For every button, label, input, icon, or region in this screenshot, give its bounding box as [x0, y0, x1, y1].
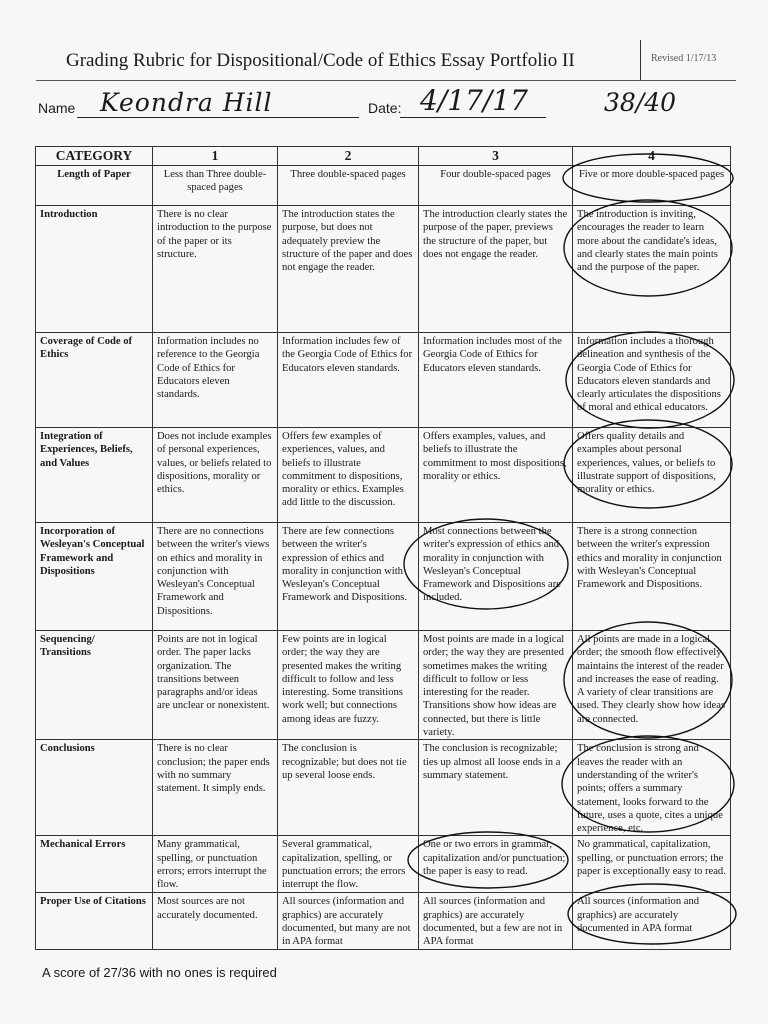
rubric-cell: The conclusion is recognizable; ties up almost all loose ends in a summary statement. — [419, 740, 573, 836]
rubric-cell: Many grammatical, spelling, or punctuation errors; errors interrupt the flow. — [153, 836, 278, 893]
header-score-1: 1 — [153, 147, 278, 166]
row-category: Coverage of Code of Ethics — [36, 333, 153, 428]
header-score-3: 3 — [419, 147, 573, 166]
row-category: Conclusions — [36, 740, 153, 836]
rubric-cell: Several grammatical, capitalization, spelling, or punctuation errors; the errors interrupt the flow. — [278, 836, 419, 893]
rubric-cell: There is no clear conclusion; the paper ends with no summary statement. It simply ends. — [153, 740, 278, 836]
rubric-cell: Offers examples, values, and beliefs to illustrate the commitment to most dispositions, morality or ethics. — [419, 428, 573, 523]
row-category: Introduction — [36, 206, 153, 333]
row-category: Integration of Experiences, Beliefs, and Values — [36, 428, 153, 523]
table-row — [36, 206, 731, 333]
name-line — [77, 117, 359, 118]
required-score-note: A score of 27/36 with no ones is required — [42, 965, 277, 980]
rubric-cell: Information includes no reference to the Georgia Code of Ethics for Educators eleven standards. — [153, 333, 278, 428]
table-row — [36, 333, 731, 428]
row-category: Mechanical Errors — [36, 836, 153, 893]
table-row — [36, 428, 731, 523]
table-row — [36, 893, 731, 950]
rubric-cell: The introduction states the purpose, but does not adequately preview the structure of the paper and does not engage the reader. — [278, 206, 419, 333]
rubric-cell: Does not include examples of personal experiences, values, or beliefs related to dispositions, morality or ethics. — [153, 428, 278, 523]
rubric-cell: One or two errors in grammar, capitalization and/or punctuation; the paper is easy to read. — [419, 836, 573, 893]
table-row — [36, 523, 731, 631]
rubric-cell: All sources (information and graphics) are accurately documented in APA format — [573, 893, 731, 950]
header-score-4: 4 — [573, 147, 731, 166]
date-line — [400, 117, 546, 118]
rubric-cell: The conclusion is recognizable; but does not tie up several loose ends. — [278, 740, 419, 836]
row-category: Incorporation of Wesleyan's Conceptual Framework and Dispositions — [36, 523, 153, 631]
rubric-cell: Offers few examples of experiences, values, and beliefs to illustrate commitment to dispositions, morality or ethics. Examples add little to the discussion. — [278, 428, 419, 523]
rubric-cell: Few points are in logical order; the way they are presented makes the writing difficult to follow and less interesting. Some transitions work well; but connections among ideas are fuzzy. — [278, 631, 419, 740]
header-row — [36, 147, 731, 166]
document-title: Grading Rubric for Dispositional/Code of Ethics Essay Portfolio II — [66, 50, 575, 71]
rubric-cell: Information includes few of the Georgia Code of Ethics for Educators eleven standards. — [278, 333, 419, 428]
rubric-cell: There are few connections between the writer's expression of ethics and morality in conjunction with Wesleyan's Conceptual Framework and Dispositions. — [278, 523, 419, 631]
rubric-cell: Information includes most of the Georgia Code of Ethics for Educators eleven standards. — [419, 333, 573, 428]
table-row — [36, 836, 731, 893]
date-label: Date: — [368, 100, 402, 116]
rubric-cell: Most connections between the writer's expression of ethics and morality in conjunction with Wesleyan's Conceptual Framework and Dispositions are included. — [419, 523, 573, 631]
rubric-cell: The introduction clearly states the purpose of the paper, previews the structure of the paper, but does not engage the reader. — [419, 206, 573, 333]
row-category: Length of Paper — [36, 166, 153, 206]
rubric-cell: All sources (information and graphics) are accurately documented, but many are not in APA format — [278, 893, 419, 950]
rubric-cell: Four double-spaced pages — [419, 166, 573, 206]
rubric-cell: The introduction is inviting, encourages the reader to learn more about the candidate's ideas, and clearly states the main points and the purpose of the paper. — [573, 206, 731, 333]
rubric-cell: Three double-spaced pages — [278, 166, 419, 206]
rubric-cell: All sources (information and graphics) are accurately documented, but a few are not in APA format — [419, 893, 573, 950]
header-score-2: 2 — [278, 147, 419, 166]
rubric-cell: No grammatical, capitalization, spelling, or punctuation errors; the paper is exceptionally easy to read. — [573, 836, 731, 893]
handwritten-date: 4/17/17 — [420, 84, 528, 117]
rubric-cell: Points are not in logical order. The paper lacks organization. The transitions between paragraphs and/or ideas are unclear or nonexistent. — [153, 631, 278, 740]
table-row — [36, 631, 731, 740]
table-row — [36, 740, 731, 836]
handwritten-name: Keondra Hill — [100, 88, 273, 117]
row-category: Proper Use of Citations — [36, 893, 153, 950]
rubric-cell: Most sources are not accurately documented. — [153, 893, 278, 950]
rubric-cell: Offers quality details and examples about personal experiences, values, or beliefs to illustrate support of dispositions, morality or ethics. — [573, 428, 731, 523]
revised-divider — [640, 40, 641, 80]
rubric-cell: The conclusion is strong and leaves the reader with an understanding of the writer's points; offers a summary statement, looks forward to the future, uses a quote, cites a unique experience, etc. — [573, 740, 731, 836]
rubric-cell: All points are made in a logical order; the smooth flow effectively maintains the interest of the reader and increases the ease of reading. A variety of clear transitions are used. They clearly show how ideas are connected. — [573, 631, 731, 740]
rubric-cell: Most points are made in a logical order; the way they are presented sometimes makes the writing difficult to follow or less interesting for the reader. Transitions show how ideas are connected, but there is little variety. — [419, 631, 573, 740]
rubric-cell: Five or more double-spaced pages — [573, 166, 731, 206]
handwritten-score: 38/40 — [604, 88, 677, 117]
rubric-cell: Less than Three double-spaced pages — [153, 166, 278, 206]
rubric-cell: Information includes a thorough delineation and synthesis of the Georgia Code of Ethics for Educators eleven standards and clearly articulates the dispositions of moral and ethical educators. — [573, 333, 731, 428]
table-row — [36, 166, 731, 206]
header-category: CATEGORY — [36, 147, 153, 166]
rubric-cell: There is no clear introduction to the purpose of the paper or its structure. — [153, 206, 278, 333]
rubric-cell: There are no connections between the writer's views on ethics and morality in conjunction with Wesleyan's Conceptual Framework and Dispositions. — [153, 523, 278, 631]
title-rule — [36, 80, 736, 81]
name-label: Name — [38, 100, 76, 116]
rubric-cell: There is a strong connection between the writer's expression ethics and morality in conjunction with Wesleyan's Conceptual Framework and Dispositions. — [573, 523, 731, 631]
rubric-table — [35, 146, 731, 950]
row-category: Sequencing/ Transitions — [36, 631, 153, 740]
revised-date: Revised 1/17/13 — [651, 53, 717, 64]
